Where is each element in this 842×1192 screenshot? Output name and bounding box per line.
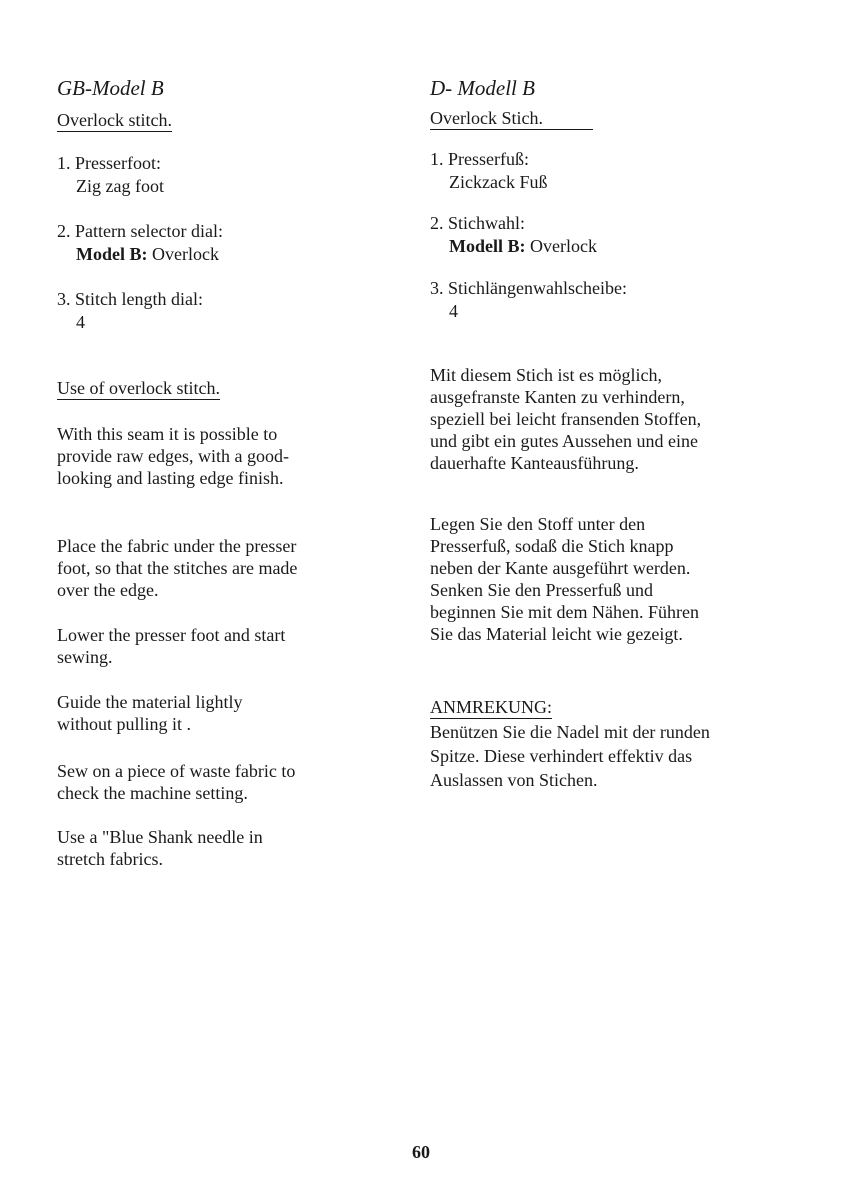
german-step-1 bbox=[430, 148, 547, 194]
english-paragraph-6: Use a "Blue Shank needle in stretch fabrics. bbox=[57, 827, 263, 869]
german-note-title: ANMREKUNG: bbox=[430, 697, 553, 717]
german-step-3 bbox=[430, 277, 627, 323]
german-step-2 bbox=[430, 212, 597, 258]
page-number: 60 bbox=[412, 1142, 430, 1162]
step-value: Zig zag foot bbox=[76, 176, 164, 196]
step-value: Model B: Overlock bbox=[76, 244, 219, 264]
german-paragraph-1: Mit diesem Stich ist es möglich, ausgefranste Kanten zu verhindern, speziell bei leicht fransenden Stoffen, und gibt ein gutes Aussehen und eine dauerhafte Kanteausführung. bbox=[430, 365, 702, 473]
german-paragraph-2: Legen Sie den Stoff unter den Presserfuß, sodaß die Stich knapp neben der Kante ausgeführt werden. Senken Sie den Presserfuß und beginnen Sie mit dem Nähen. Führen Sie das Material leicht wie gezeigt. bbox=[430, 514, 699, 644]
german-note-text: Benützen Sie die Nadel mit der runden Spitze. Diese verhindert effektiv das Auslassen von Stichen. bbox=[430, 722, 710, 790]
step-label: 2. Pattern selector dial: bbox=[57, 221, 223, 241]
step-label: 2. Stichwahl: bbox=[430, 213, 525, 233]
step-label: 1. Presserfuß: bbox=[430, 149, 529, 169]
german-section-title: Overlock Stich. bbox=[430, 107, 593, 130]
english-paragraph-5: Sew on a piece of waste fabric to check the machine setting. bbox=[57, 761, 296, 803]
english-paragraph-4: Guide the material lightly without pulling it . bbox=[57, 692, 243, 734]
step-value: Zickzack Fuß bbox=[449, 172, 548, 192]
english-model-title: GB-Model B bbox=[57, 76, 164, 100]
english-paragraph-1: With this seam it is possible to provide raw edges, with a good-looking and lasting edge finish. bbox=[57, 424, 289, 488]
english-step-2 bbox=[57, 220, 223, 266]
german-model-title: D- Modell B bbox=[430, 76, 535, 100]
step-value: Modell B: Overlock bbox=[449, 236, 597, 256]
english-paragraph-2: Place the fabric under the presser foot, so that the stitches are made over the edge. bbox=[57, 536, 298, 600]
step-label: 3. Stichlängenwahlscheibe: bbox=[430, 278, 627, 298]
step-label: 3. Stitch length dial: bbox=[57, 289, 203, 309]
english-step-1 bbox=[57, 152, 164, 198]
english-use-title: Use of overlock stitch. bbox=[57, 378, 220, 398]
step-value: 4 bbox=[76, 312, 85, 332]
step-value: 4 bbox=[449, 301, 458, 321]
english-section-title: Overlock stitch. bbox=[57, 110, 172, 130]
step-label: 1. Presserfoot: bbox=[57, 153, 161, 173]
english-paragraph-3: Lower the presser foot and start sewing. bbox=[57, 625, 286, 667]
english-step-3 bbox=[57, 288, 203, 334]
